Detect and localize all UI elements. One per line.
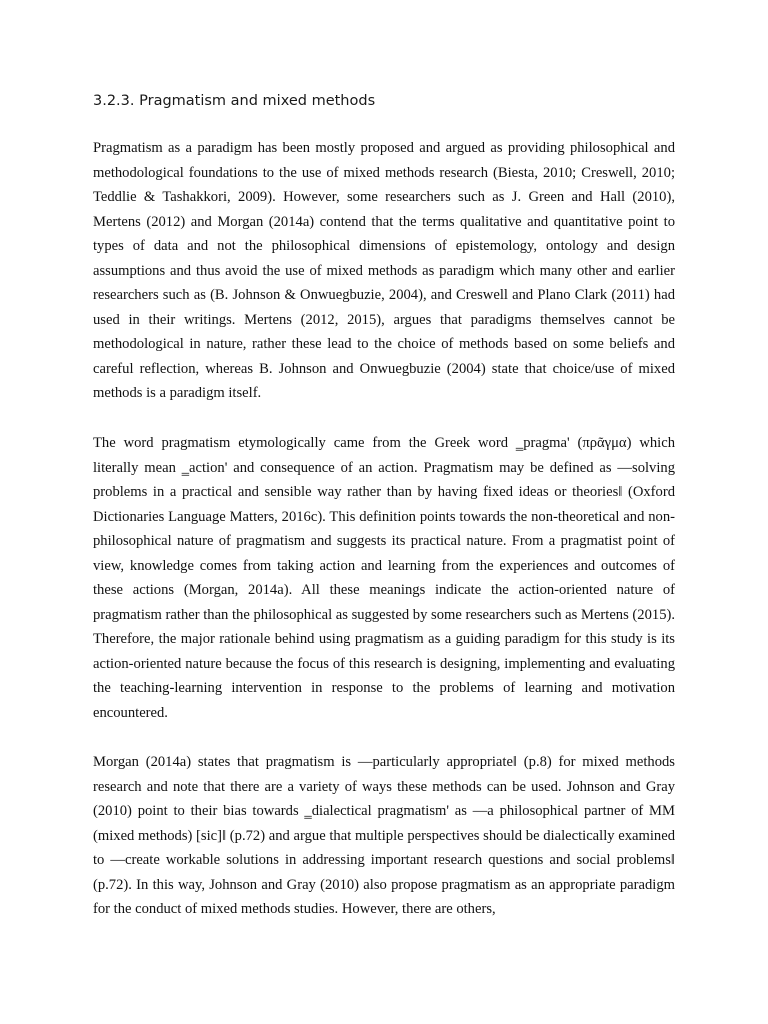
section-heading: 3.2.3. Pragmatism and mixed methods bbox=[93, 93, 376, 109]
body-paragraph-1: Pragmatism as a paradigm has been mostly proposed and argued as providing philosophical and methodological foundations to the use of mixed methods research (Biesta, 2010; Creswell, 2010; Teddlie & Tashakkori, 2009). However, some researchers such as J. Green and Hall (2010), Mertens (2012) and Morgan (2014a) contend that the terms qualitative and quantitative point to types of data and not the philosophical dimensions of epistemology, ontology and design assumptions and thus avoid the use of mixed methods as paradigm which many other and earlier researchers such as (B. Johnson & Onwuegbuzie, 2004), and Creswell and Plano Clark (2011) had used in their writings. Mertens (2012, 2015), argues that paradigms themselves cannot be methodological in nature, rather these lead to the choice of methods based on some beliefs and careful reflection, whereas B. Johnson and Onwuegbuzie (2004) state that choice/use of mixed methods is a paradigm itself. bbox=[93, 140, 675, 401]
body-paragraph-3: Morgan (2014a) states that pragmatism is ―particularly appropriate‖ (p.8) for mixed methods research and note that there are a variety of ways these methods can be used. Johnson and Gray (2010) point to their bias towards ‗dialectical pragmatism' as ―a philosophical partner of MM (mixed methods) [sic]‖ (p.72) and argue that multiple perspectives should be dialectically examined to ―create workable solutions in addressing important research questions and social problems‖ (p.72). In this way, Johnson and Gray (2010) also propose pragmatism as an appropriate paradigm for the conduct of mixed methods studies. However, there are others, bbox=[93, 754, 675, 917]
body-paragraph-2: The word pragmatism etymologically came from the Greek word ‗pragma' (πρᾶγμα) which literally mean ‗action' and consequence of an action. Pragmatism may be defined as ―solving problems in a practical and sensible way rather than by having fixed ideas or theories‖ (Oxford Dictionaries Language Matters, 2016c). This definition points towards the non-theoretical and non-philosophical nature of pragmatism and suggests its practical nature. From a pragmatist point of view, knowledge comes from taking action and learning from the experiences and outcomes of these actions (Morgan, 2014a). All these meanings indicate the action-oriented nature of pragmatism rather than the philosophical as suggested by some researchers such as Mertens (2015). Therefore, the major rationale behind using pragmatism as a guiding paradigm for this study is its action-oriented nature because the focus of this research is designing, implementing and evaluating the teaching-learning intervention in response to the problems of learning and motivation encountered. bbox=[93, 435, 675, 721]
